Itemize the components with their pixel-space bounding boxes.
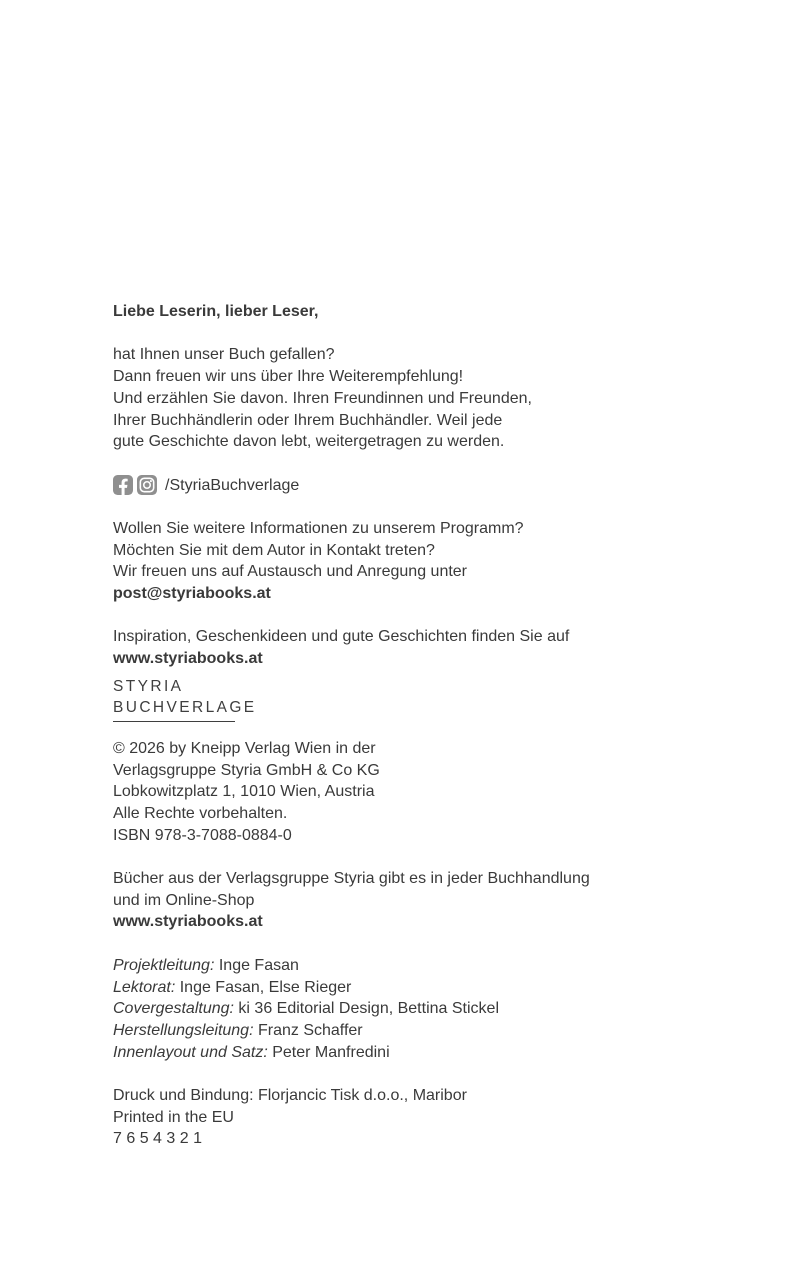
social-handle: /StyriaBuchverlage <box>165 476 300 494</box>
instagram-icon <box>137 475 157 495</box>
contact-line: Wir freuen uns auf Austausch und Anregung unter <box>113 563 468 581</box>
credit-name: Inge Fasan <box>218 956 299 974</box>
salutation: Liebe Leserin, lieber Leser, <box>113 303 319 320</box>
credit-name: Franz Schaffer <box>257 1021 363 1039</box>
facebook-icon <box>113 475 133 495</box>
copyright-line: Verlagsgruppe Styria GmbH & Co KG <box>113 761 380 779</box>
contact-email: post@styriabooks.at <box>113 585 271 603</box>
inspiration-line: Inspiration, Geschenkideen und gute Geschichten finden Sie auf <box>113 628 570 646</box>
credit-item <box>113 1042 763 1064</box>
logo-line-styria: STYRIA <box>113 677 184 695</box>
copyright-paragraph <box>113 738 763 847</box>
credit-item <box>113 1020 763 1042</box>
credit-item <box>113 955 763 977</box>
publisher-logo <box>113 676 763 722</box>
social-row <box>113 475 763 497</box>
availability-paragraph <box>113 868 763 933</box>
copyright-line: © 2026 by Kneipp Verlag Wien in der <box>113 739 376 757</box>
credit-name: Inge Fasan, Else Rieger <box>179 978 352 996</box>
copyright-line: Lobkowitzplatz 1, 1010 Wien, Austria <box>113 783 375 801</box>
greeting-paragraph <box>113 344 763 453</box>
greeting-line: Und erzählen Sie davon. Ihren Freundinnen und Freunden, <box>113 389 532 407</box>
greeting-line: gute Geschichte davon lebt, weitergetragen zu werden. <box>113 433 505 451</box>
printing-line: Druck und Bindung: Florjancic Tisk d.o.o., Maribor <box>113 1087 467 1105</box>
credit-item <box>113 998 763 1020</box>
inspiration-website: www.styriabooks.at <box>113 650 263 668</box>
logo-line-buchverlage: BUCHVERLAGE <box>113 698 257 716</box>
credit-role: Covergestaltung: <box>113 1000 234 1018</box>
credit-role: Herstellungsleitung: <box>113 1021 254 1039</box>
printing-line: Printed in the EU <box>113 1108 234 1126</box>
contact-line: Möchten Sie mit dem Autor in Kontakt treten? <box>113 541 435 559</box>
inspiration-paragraph <box>113 626 763 669</box>
greeting-line: Dann freuen wir uns über Ihre Weiterempfehlung! <box>113 368 464 386</box>
credits-list <box>113 955 763 1064</box>
contact-paragraph <box>113 518 763 605</box>
imprint-content <box>113 301 763 1150</box>
isbn-line: ISBN 978-3-7088-0884-0 <box>113 826 292 844</box>
copyright-line: Alle Rechte vorbehalten. <box>113 804 288 822</box>
availability-website: www.styriabooks.at <box>113 913 263 931</box>
credit-role: Projektleitung: <box>113 956 215 974</box>
greeting-line: hat Ihnen unser Buch gefallen? <box>113 346 335 364</box>
contact-line: Wollen Sie weitere Informationen zu unserem Programm? <box>113 519 524 537</box>
credit-role: Innenlayout und Satz: <box>113 1043 268 1061</box>
availability-line: Bücher aus der Verlagsgruppe Styria gibt es in jeder Buchhandlung <box>113 870 590 888</box>
credit-role: Lektorat: <box>113 978 176 996</box>
availability-line: und im Online-Shop <box>113 891 255 909</box>
greeting-line: Ihrer Buchhändlerin oder Ihrem Buchhändler. Weil jede <box>113 411 503 429</box>
credit-name: Peter Manfredini <box>272 1043 390 1061</box>
printing-paragraph <box>113 1085 763 1150</box>
credit-name: ki 36 Editorial Design, Bettina Stickel <box>238 1000 499 1018</box>
print-run-numbers: 7 6 5 4 3 2 1 <box>113 1130 202 1148</box>
logo-underline <box>113 721 235 722</box>
credit-item <box>113 977 763 999</box>
